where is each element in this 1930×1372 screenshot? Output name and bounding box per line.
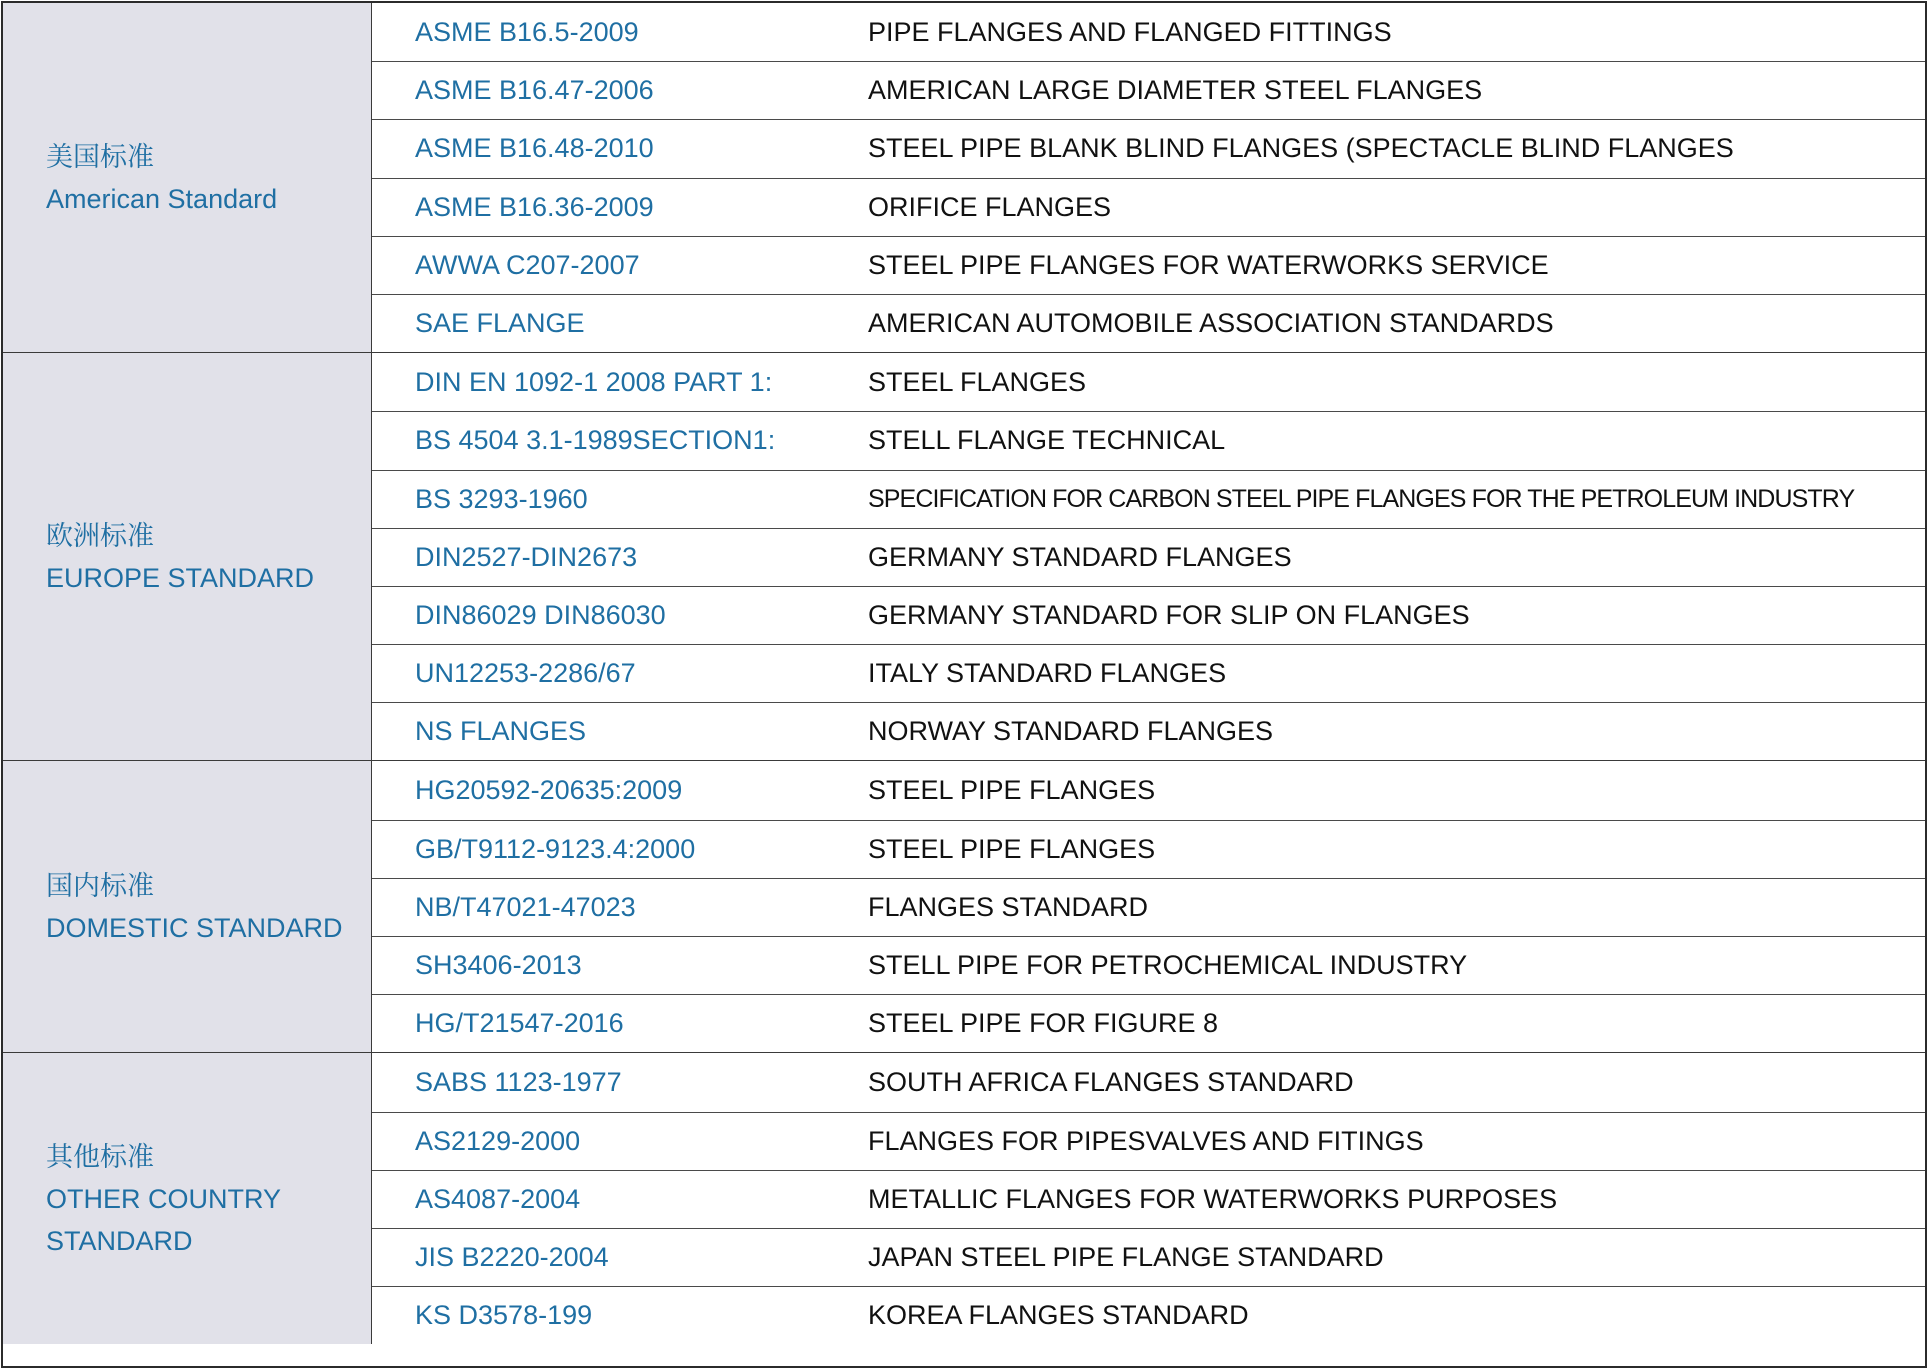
standard-description: STEEL PIPE FLANGES FOR WATERWORKS SERVICE bbox=[868, 249, 1549, 280]
standard-code: NB/T47021-47023 bbox=[415, 891, 636, 922]
table-row bbox=[372, 353, 1925, 411]
table-row bbox=[372, 411, 1925, 469]
category-cell bbox=[3, 3, 372, 352]
category-label-zh: 国内标准 bbox=[46, 870, 154, 901]
standard-description: STELL PIPE FOR PETROCHEMICAL INDUSTRY bbox=[868, 950, 1468, 981]
standard-code: HG/T21547-2016 bbox=[415, 1008, 624, 1039]
category-label-en-line2: STANDARD bbox=[46, 1225, 193, 1256]
table-row bbox=[372, 470, 1925, 528]
table-row bbox=[372, 3, 1925, 61]
table-row bbox=[372, 294, 1925, 352]
standard-description: SOUTH AFRICA FLANGES STANDARD bbox=[868, 1066, 1354, 1097]
standard-description: NORWAY STANDARD FLANGES bbox=[868, 716, 1274, 747]
table-row bbox=[372, 178, 1925, 236]
standard-code: DIN EN 1092-1 2008 PART 1: bbox=[415, 366, 773, 397]
standard-code: SAE FLANGE bbox=[415, 308, 585, 339]
standard-description: AMERICAN AUTOMOBILE ASSOCIATION STANDARDS bbox=[868, 308, 1554, 339]
category-cell bbox=[3, 761, 372, 1052]
standard-group-other bbox=[3, 1052, 1925, 1344]
standard-rows bbox=[372, 353, 1925, 760]
standard-code: SABS 1123-1977 bbox=[415, 1066, 622, 1097]
standard-description: ITALY STANDARD FLANGES bbox=[868, 658, 1227, 689]
standard-group-american bbox=[3, 3, 1925, 352]
standard-code: HG20592-20635:2009 bbox=[415, 775, 683, 806]
table-row bbox=[372, 586, 1925, 644]
standard-description: FLANGES STANDARD bbox=[868, 891, 1149, 922]
standard-rows bbox=[372, 1053, 1925, 1344]
standard-description: STEEL PIPE FLANGES bbox=[868, 833, 1156, 864]
category-label-en: DOMESTIC STANDARD bbox=[46, 912, 343, 943]
standard-description: METALLIC FLANGES FOR WATERWORKS PURPOSES bbox=[868, 1183, 1558, 1214]
category-label-en: OTHER COUNTRY bbox=[46, 1183, 282, 1214]
standard-code: AWWA C207-2007 bbox=[415, 249, 640, 280]
standard-code: DIN2527-DIN2673 bbox=[415, 541, 638, 572]
category-cell bbox=[3, 353, 372, 760]
standard-description: PIPE FLANGES AND FLANGED FITTINGS bbox=[868, 16, 1392, 47]
category-cell bbox=[3, 1053, 372, 1344]
standard-rows bbox=[372, 761, 1925, 1052]
category-label-zh: 美国标准 bbox=[46, 141, 154, 172]
standard-code: NS FLANGES bbox=[415, 716, 587, 747]
table-row bbox=[372, 1112, 1925, 1170]
standard-code: JIS B2220-2004 bbox=[415, 1242, 609, 1273]
standard-rows bbox=[372, 3, 1925, 352]
table-row bbox=[372, 1228, 1925, 1286]
table-row bbox=[372, 994, 1925, 1052]
standard-description: STEEL PIPE FLANGES bbox=[868, 775, 1156, 806]
standard-code: BS 3293-1960 bbox=[415, 483, 588, 514]
standard-code: UN12253-2286/67 bbox=[415, 658, 636, 689]
table-row bbox=[372, 761, 1925, 819]
standard-code: GB/T9112-9123.4:2000 bbox=[415, 833, 696, 864]
flange-standards-table bbox=[1, 1, 1927, 1368]
category-label-zh: 其他标准 bbox=[46, 1141, 154, 1172]
table-row bbox=[372, 61, 1925, 119]
standard-description: JAPAN STEEL PIPE FLANGE STANDARD bbox=[868, 1242, 1384, 1273]
standard-description: GERMANY STANDARD FLANGES bbox=[868, 541, 1292, 572]
standard-description: STELL FLANGE TECHNICAL bbox=[868, 425, 1226, 456]
standard-description: AMERICAN LARGE DIAMETER STEEL FLANGES bbox=[868, 75, 1483, 106]
standard-code: SH3406-2013 bbox=[415, 950, 582, 981]
table-row bbox=[372, 878, 1925, 936]
table-row bbox=[372, 528, 1925, 586]
standard-code: ASME B16.47-2006 bbox=[415, 75, 654, 106]
standard-code: ASME B16.5-2009 bbox=[415, 16, 639, 47]
table-row bbox=[372, 119, 1925, 177]
standard-code: DIN86029 DIN86030 bbox=[415, 599, 666, 630]
standard-description: KOREA FLANGES STANDARD bbox=[868, 1300, 1249, 1331]
standard-description: STEEL PIPE FOR FIGURE 8 bbox=[868, 1008, 1219, 1039]
category-label-zh: 欧洲标准 bbox=[46, 520, 154, 551]
standard-code: AS2129-2000 bbox=[415, 1125, 581, 1156]
table-row bbox=[372, 936, 1925, 994]
category-label-en: EUROPE STANDARD bbox=[46, 562, 315, 593]
standard-description: STEEL FLANGES bbox=[868, 366, 1087, 397]
standard-code: AS4087-2004 bbox=[415, 1183, 581, 1214]
standard-description: SPECIFICATION FOR CARBON STEEL PIPE FLANGES FOR THE PETROLEUM INDUSTRY bbox=[868, 484, 1855, 513]
table-row bbox=[372, 1286, 1925, 1344]
standard-code: KS D3578-199 bbox=[415, 1300, 593, 1331]
standard-description: ORIFICE FLANGES bbox=[868, 191, 1112, 222]
table-row bbox=[372, 702, 1925, 760]
table-row bbox=[372, 1170, 1925, 1228]
standard-description: FLANGES FOR PIPESVALVES AND FITINGS bbox=[868, 1125, 1424, 1156]
table-row bbox=[372, 236, 1925, 294]
standard-description: STEEL PIPE BLANK BLIND FLANGES (SPECTACLE BLIND FLANGES bbox=[868, 133, 1734, 164]
standard-group-europe bbox=[3, 352, 1925, 760]
standard-code: ASME B16.36-2009 bbox=[415, 191, 654, 222]
standard-code: ASME B16.48-2010 bbox=[415, 133, 654, 164]
table-row bbox=[372, 820, 1925, 878]
category-label-en: American Standard bbox=[46, 183, 278, 214]
standard-description: GERMANY STANDARD FOR SLIP ON FLANGES bbox=[868, 599, 1470, 630]
standard-group-domestic bbox=[3, 760, 1925, 1052]
table-row bbox=[372, 1053, 1925, 1111]
table-row bbox=[372, 644, 1925, 702]
standard-code: BS 4504 3.1-1989SECTION1: bbox=[415, 425, 776, 456]
